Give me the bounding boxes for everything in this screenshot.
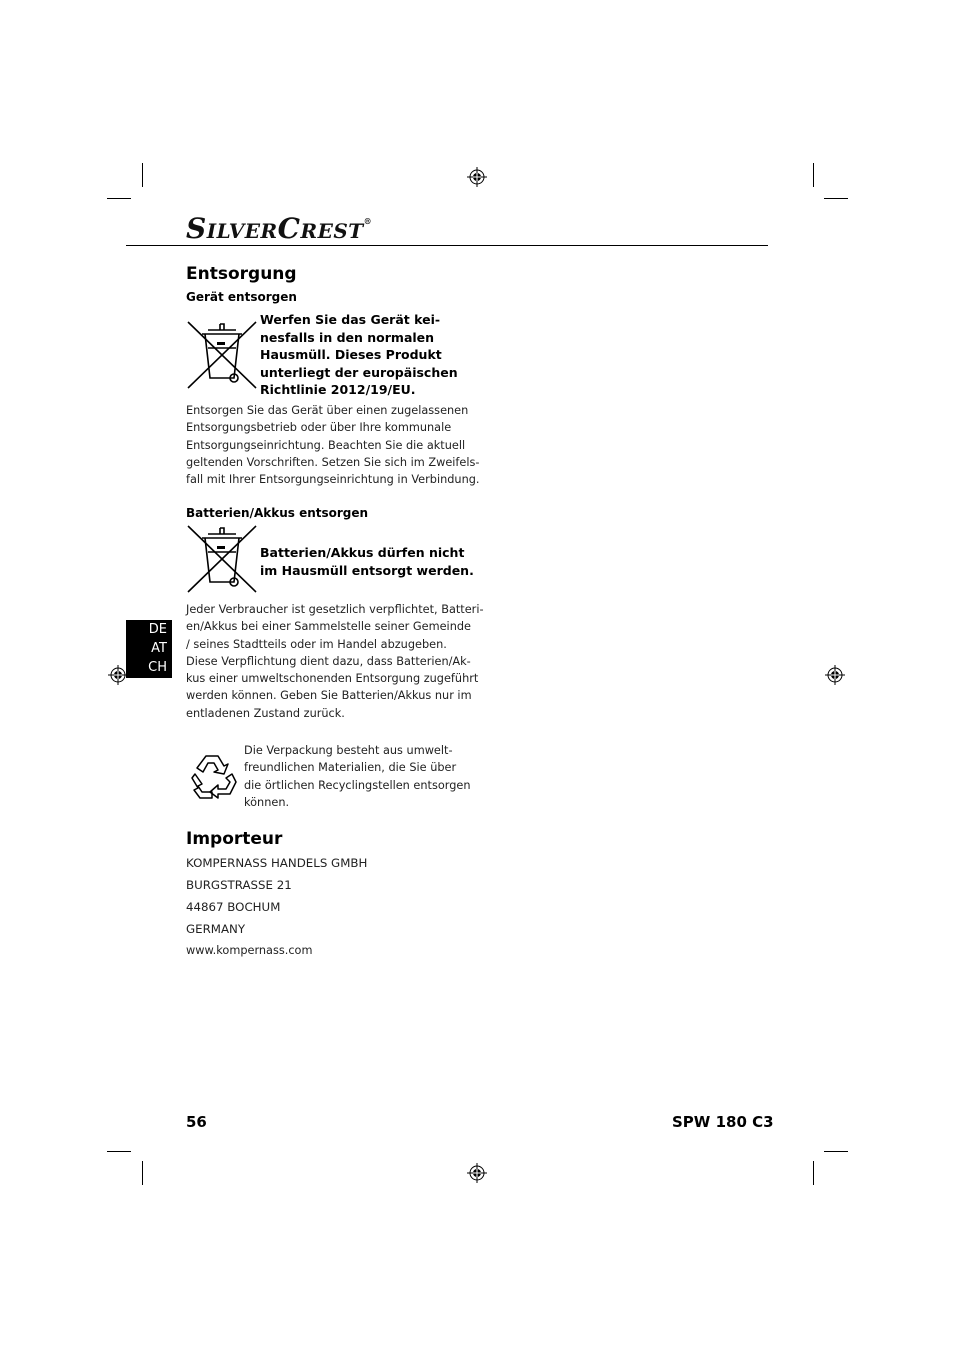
importer-website-link[interactable]: www.kompernass.com [186, 944, 313, 957]
crop-mark [813, 1161, 814, 1185]
section-title-disposal: Entsorgung [186, 264, 297, 284]
battery-warning: Batterien/Akkus dürfen nicht im Hausmüll entsorgt werden. [260, 545, 474, 578]
model-number: SPW 180 C3 [672, 1113, 774, 1131]
subtitle-device-disposal: Gerät entsorgen [186, 290, 297, 304]
registration-mark-icon [467, 167, 487, 187]
registration-mark-icon [108, 665, 128, 685]
silvercrest-logo: SILVERCREST® [186, 212, 373, 245]
crop-mark [142, 163, 143, 187]
crop-mark [142, 1161, 143, 1185]
crop-mark [824, 198, 848, 199]
packaging-text: Die Verpackung besteht aus umwelt- freundlichen Materialien, die Sie über die örtlichen Recyclingstellen entsorgen können. [244, 744, 471, 809]
registration-mark-icon [825, 665, 845, 685]
crop-mark [107, 1151, 131, 1152]
section-title-importer: Importeur [186, 829, 283, 849]
subtitle-battery-disposal: Batterien/Akkus entsorgen [186, 506, 369, 520]
crop-mark [813, 163, 814, 187]
registration-mark-icon [467, 1163, 487, 1183]
crossed-out-bin-icon [186, 320, 258, 390]
battery-disposal-text: Jeder Verbraucher ist gesetzlich verpflichtet, Batteri- en/Akkus bei einer Sammelstelle seiner Gemeinde / seines Stadtteils oder im Handel abzugeben. Diese Verpflichtung dient dazu, dass Batterien/Ak- kus einer umweltschonenden Entsorgung zugeführt werden können. Geben Sie Batterien/Akkus nur im entladenen Zustand zurück. [186, 603, 484, 720]
crop-mark [107, 198, 131, 199]
importer-address: KOMPERNASS HANDELS GMBH BURGSTRASSE 21 44867 BOCHUM GERMANY www.kompernass.com [186, 852, 367, 962]
crop-mark [824, 1151, 848, 1152]
page-number: 56 [186, 1113, 207, 1131]
device-disposal-text: Entsorgen Sie das Gerät über einen zugelassenen Entsorgungsbetrieb oder über Ihre kommunale Entsorgungseinrichtung. Beachten Sie die aktuell geltenden Vorschriften. Setzen Sie sich im Zweifels- fall mit Ihrer Entsorgungseinrichtung in Verbindung. [186, 404, 480, 487]
language-tab: DE AT CH [126, 620, 172, 678]
crossed-out-bin-icon [186, 524, 258, 594]
device-warning: Werfen Sie das Gerät kei- nesfalls in den normalen Hausmüll. Dieses Produkt unterliegt der europäischen Richtlinie 2012/19/EU. [260, 312, 458, 397]
recycling-icon [186, 752, 238, 802]
header-rule [126, 245, 768, 246]
